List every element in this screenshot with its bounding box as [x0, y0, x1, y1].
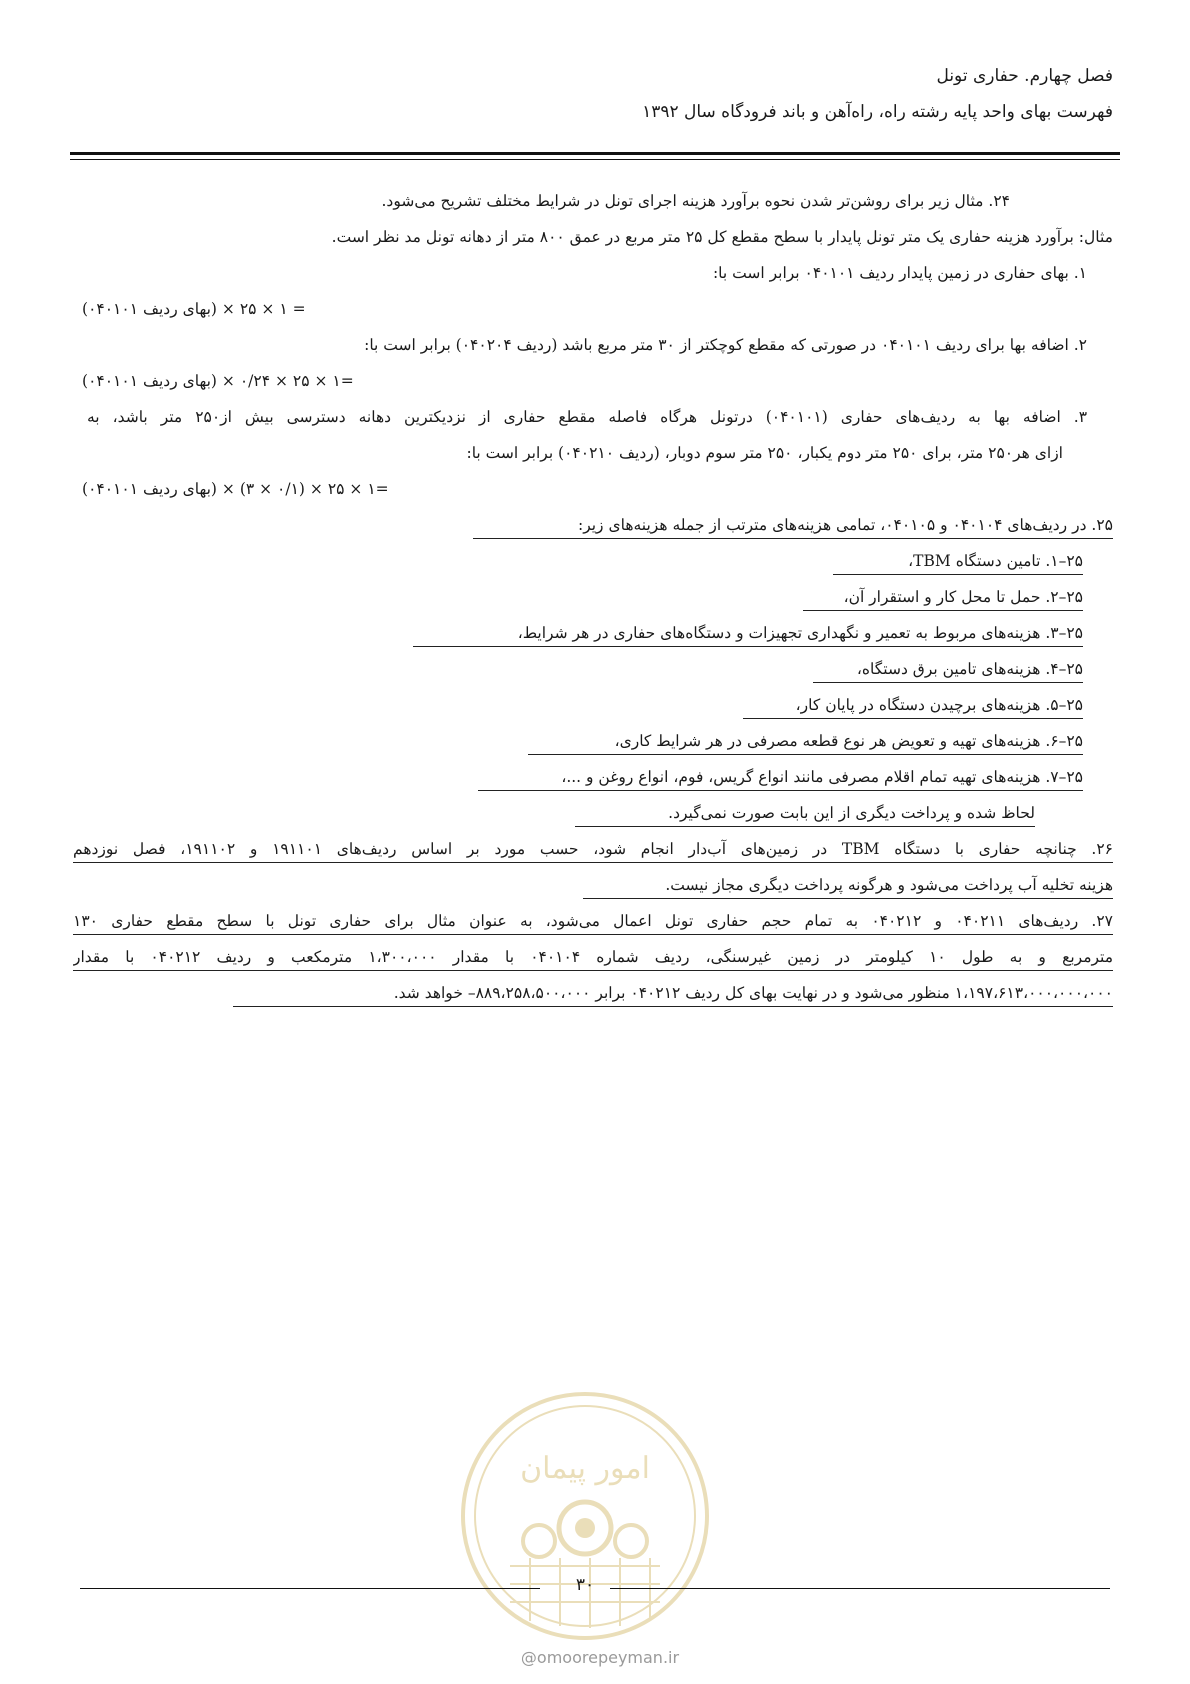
- example-intro: مثال: برآورد هزینه حفاری یک متر تونل پایدار با سطح مقطع کل ۲۵ متر مربع در عمق ۸۰۰ متر از دهانه تونل مد نظر است.: [331, 228, 1113, 246]
- header-rule-thin: [70, 159, 1120, 160]
- chapter-title: فصل چهارم. حفاری تونل: [936, 66, 1113, 86]
- document-subtitle: فهرست بهای واحد پایه رشته راه، راه‌آهن و باند فرودگاه سال ۱۳۹۲: [642, 102, 1113, 122]
- example-step-2: ۲. اضافه بها برای ردیف ۰۴۰۱۰۱ در صورتی که مقطع کوچکتر از ۳۰ متر مربع باشد (ردیف ۰۴۰۲۰۴) برابر است با:: [364, 336, 1087, 354]
- item-25-7: ۲۵–۷. هزینه‌های تهیه تمام اقلام مصرفی مانند انواع گریس، فوم، انواع روغن و ...،: [478, 766, 1083, 791]
- item-25-6: ۲۵–۶. هزینه‌های تهیه و تعویض هر نوع قطعه مصرفی در هر شرایط کاری،: [528, 730, 1083, 755]
- item-25-2: ۲۵–۲. حمل تا محل کار و استقرار آن،: [803, 586, 1083, 611]
- item-25-5: ۲۵–۵. هزینه‌های برچیدن دستگاه در پایان کار،: [743, 694, 1083, 719]
- watermark-caption: امور پیمان: [520, 1451, 650, 1486]
- item-25-3: ۲۵–۳. هزینه‌های مربوط به تعمیر و نگهداری تجهیزات و دستگاه‌های حفاری در هر شرایط،: [413, 622, 1083, 647]
- item-25: ۲۵. در ردیف‌های ۰۴۰۱۰۴ و ۰۴۰۱۰۵، تمامی هزینه‌های مترتب از جمله هزینه‌های زیر:: [473, 514, 1113, 539]
- item-25-4: ۲۵–۴. هزینه‌های تامین برق دستگاه،: [813, 658, 1083, 683]
- example-step-3: ۳. اضافه بها به ردیف‌های حفاری (۰۴۰۱۰۱) درتونل هرگاه فاصله مقطع حفاری از نزدیکترین دهانه دسترسی بیش از۲۵۰ متر باشد، به: [87, 408, 1087, 426]
- website-watermark: @omoorepeyman.ir: [520, 1648, 680, 1667]
- item-27-cont: مترمربع و به طول ۱۰ کیلومتر در زمین غیرسنگی، ردیف شماره ۰۴۰۱۰۴ با مقدار ۱،۳۰۰،۰۰۰ مترمکعب و ردیف ۰۴۰۲۱۲ با مقدار: [73, 946, 1113, 971]
- footer-rule-right: [610, 1588, 1110, 1589]
- example-step-3-cont: ازای هر۲۵۰ متر، برای ۲۵۰ متر دوم یکبار، ۲۵۰ متر سوم دوبار، (ردیف ۰۴۰۲۱۰) برابر است با:: [466, 444, 1063, 462]
- item-26: ۲۶. چنانچه حفاری با دستگاه TBM در زمین‌های آب‌دار انجام شود، حسب مورد بر اساس ردیف‌های ۱۹۱۱۰۱ و ۱۹۱۱۰۲، فصل نوزدهم: [73, 838, 1113, 863]
- item-26-cont: هزینه تخلیه آب پرداخت می‌شود و هرگونه پرداخت دیگری مجاز نیست.: [583, 874, 1113, 899]
- example-step-1: ۱. بهای حفاری در زمین پایدار ردیف ۰۴۰۱۰۱ برابر است با:: [712, 264, 1087, 282]
- item-25-closing: لحاظ شده و پرداخت دیگری از این بابت صورت نمی‌گیرد.: [575, 802, 1035, 827]
- formula-3: =۱ × ۲۵ × (۰/۱ × ۳) × (بهای ردیف ۰۴۰۱۰۱): [82, 480, 389, 498]
- formula-1: = ۱ × ۲۵ × (بهای ردیف ۰۴۰۱۰۱): [82, 300, 306, 318]
- formula-2: =۱ × ۲۵ × ۰/۲۴ × (بهای ردیف ۰۴۰۱۰۱): [82, 372, 354, 390]
- omoorepeyman-watermark-logo: [455, 1386, 715, 1646]
- header-rule-thick: [70, 152, 1120, 155]
- item-24: ۲۴. مثال زیر برای روشن‌تر شدن نحوه برآورد هزینه اجرای تونل در شرایط مختلف تشریح می‌شود.: [381, 192, 1010, 210]
- footer-rule-left: [80, 1588, 540, 1589]
- item-25-1: ۲۵–۱. تامین دستگاه TBM،: [833, 550, 1083, 575]
- item-27: ۲۷. ردیف‌های ۰۴۰۲۱۱ و ۰۴۰۲۱۲ به تمام حجم حفاری تونل اعمال می‌شود، به عنوان مثال برای حفاری تونل با سطح مقطع حفاری ۱۳۰: [73, 910, 1113, 935]
- page-number: ۳۰: [575, 1575, 595, 1595]
- item-27-end: ۱،۱۹۷،۶۱۳،۰۰۰،۰۰۰،۰۰۰ منظور می‌شود و در نهایت بهای کل ردیف ۰۴۰۲۱۲ برابر ۸۸۹،۲۵۸،۵۰۰،۰۰۰– خواهد شد.: [233, 982, 1113, 1007]
